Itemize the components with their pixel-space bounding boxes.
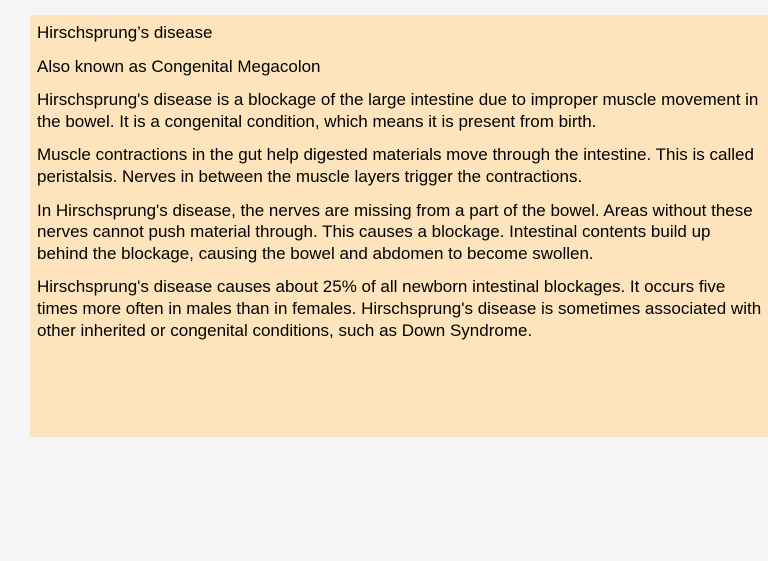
- note-panel: [30, 15, 768, 437]
- note-title: Hirschsprung’s disease: [37, 23, 213, 42]
- note-paragraph-peristalsis: Muscle contractions in the gut help digested materials move through the intestine. This is called peristalsis. Nerves in between the muscle layers trigger the contractions.: [37, 145, 754, 186]
- note-paragraph-definition: Hirschsprung's disease is a blockage of the large intestine due to improper muscle movement in the bowel. It is a congenital condition, which means it is present from birth.: [37, 90, 759, 131]
- note-aka: Also known as Congenital Megacolon: [37, 56, 321, 76]
- note-paragraph-epidemiology: Hirschsprung's disease causes about 25% of all newborn intestinal blockages. It occurs five times more often in males than in females. Hirschsprung's disease is sometimes associated with other inherited or congenital conditions, such as Down Syndrome.: [37, 277, 762, 340]
- note-paragraph-mechanism: In Hirschsprung's disease, the nerves are missing from a part of the bowel. Areas without these nerves cannot push material through. This causes a blockage. Intestinal contents build up behind the blockage, causing the bowel and abdomen to become swollen.: [37, 200, 753, 263]
